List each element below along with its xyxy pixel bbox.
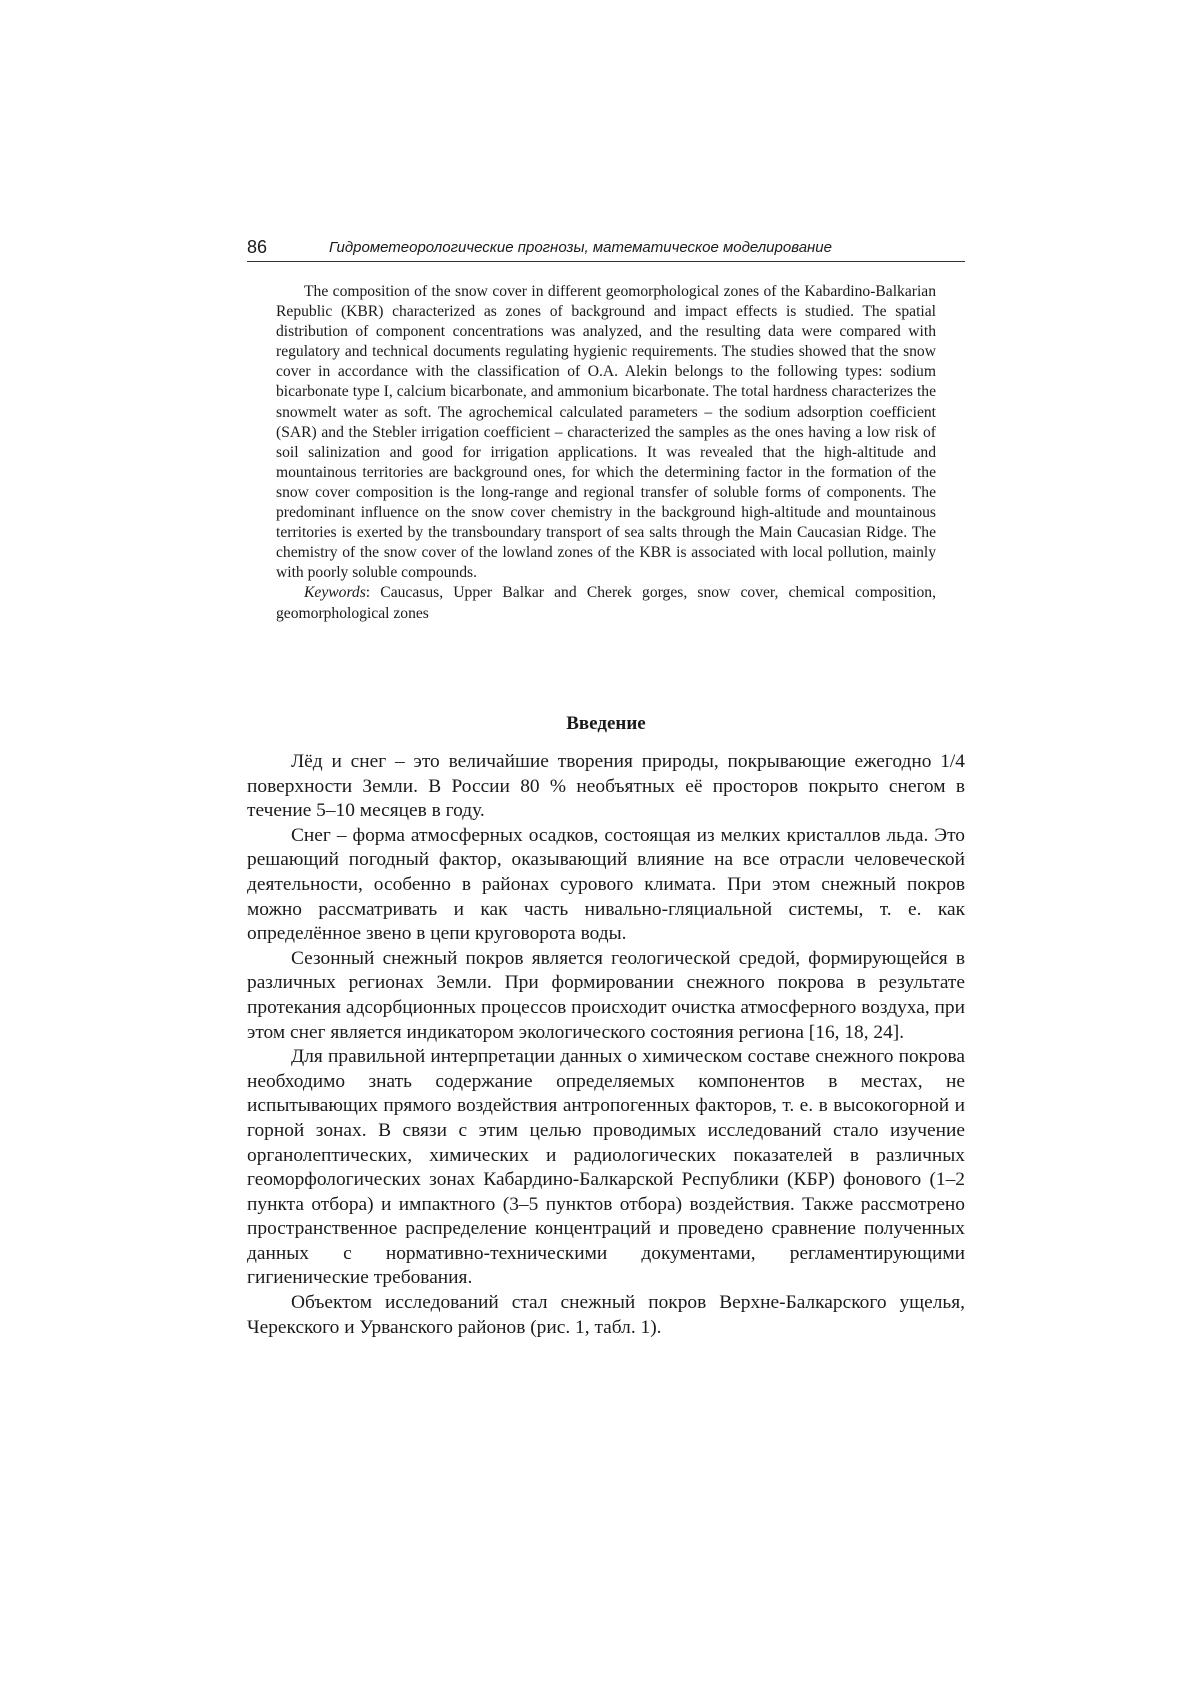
- keywords-line: [276, 583, 936, 623]
- page-number: 86: [247, 237, 268, 257]
- english-abstract: [276, 282, 936, 624]
- keywords-text: : Caucasus, Upper Balkar and Cherek gorges, snow cover, chemical composition, geomorphological zones: [276, 584, 936, 622]
- keywords-label: Keywords: [304, 584, 366, 602]
- body-paragraph-2: Снег – форма атмосферных осадков, состоящая из мелких кристаллов льда. Это решающий погодный фактор, оказывающий влияние на все отрасли человеческой деятельности, особенно в районах сурового климата. При этом снежный покров можно рассматривать и как часть нивально-гляциальной системы, т. е. как определённое звено в цепи круговорота воды.: [247, 824, 965, 945]
- abstract-paragraph: The composition of the snow cover in different geomorphological zones of the Kabardino-Balkarian Republic (KBR) characterized as zones of background and impact effects is studied. The spatial distribution of component concentrations was analyzed, and the resulting data were compared with regulatory and technical documents regulating hygienic requirements. The studies showed that the snow cover in accordance with the classification of O.A. Alekin belongs to the following types: sodium bicarbonate type I, calcium bicarbonate, and ammonium bicarbonate. The total hardness characterizes the snowmelt water as soft. The agrochemical calculated parameters – the sodium adsorption coefficient (SAR) and the Stebler irrigation coefficient – characterized the samples as the ones having a low risk of soil salinization and good for irrigation applications. It was revealed that the high-altitude and mountainous territories are background ones, for which the determining factor in the formation of the snow cover composition is the long-range and regional transfer of soluble forms of components. The predominant influence on the snow cover chemistry in the background high-altitude and mountainous territories is exerted by the transboundary transport of sea salts through the Main Caucasian Ridge. The chemistry of the snow cover of the lowland zones of the KBR is associated with local pollution, mainly with poorly soluble compounds.: [276, 283, 936, 582]
- body-paragraph-5: Объектом исследований стал снежный покров Верхне-Балкарского ущелья, Черекского и Урванского районов (рис. 1, табл. 1).: [247, 1292, 965, 1338]
- section-heading: Введение: [566, 713, 646, 734]
- running-head: [247, 237, 965, 262]
- body-paragraph-1: Лёд и снег – это величайшие творения природы, покрывающие ежегодно 1/4 поверхности Земли. В России 80 % необъятных её просторов покрыто снегом в течение 5–10 месяцев в году.: [247, 751, 965, 822]
- journal-title: Гидрометеорологические прогнозы, математическое моделирование: [329, 239, 832, 256]
- introduction-body: [247, 750, 965, 1340]
- body-paragraph-3: Сезонный снежный покров является геологической средой, формирующейся в различных регионах Земли. При формировании снежного покрова в результате протекания адсорбционных процессов происходит очистка атмосферного воздуха, при этом снег является индикатором экологического состояния региона [16, 18, 24].: [247, 947, 965, 1043]
- body-paragraph-4: Для правильной интерпретации данных о химическом составе снежного покрова необходимо знать содержание определяемых компонентов в местах, не испытывающих прямого воздействия антропогенных факторов, т. е. в высокогорной и горной зонах. В связи с этим целью проводимых исследований стало изучение органолептических, химических и радиологических показателей в различных геоморфологических зонах Кабардино-Балкарской Республики (КБР) фонового (1–2 пункта отбора) и импактного (3–5 пунктов отбора) воздействия. Также рассмотрено пространственное распределение концентраций и проведено сравнение полученных данных с нормативно-техническими документами, регламентирующими гигиенические требования.: [247, 1046, 965, 1289]
